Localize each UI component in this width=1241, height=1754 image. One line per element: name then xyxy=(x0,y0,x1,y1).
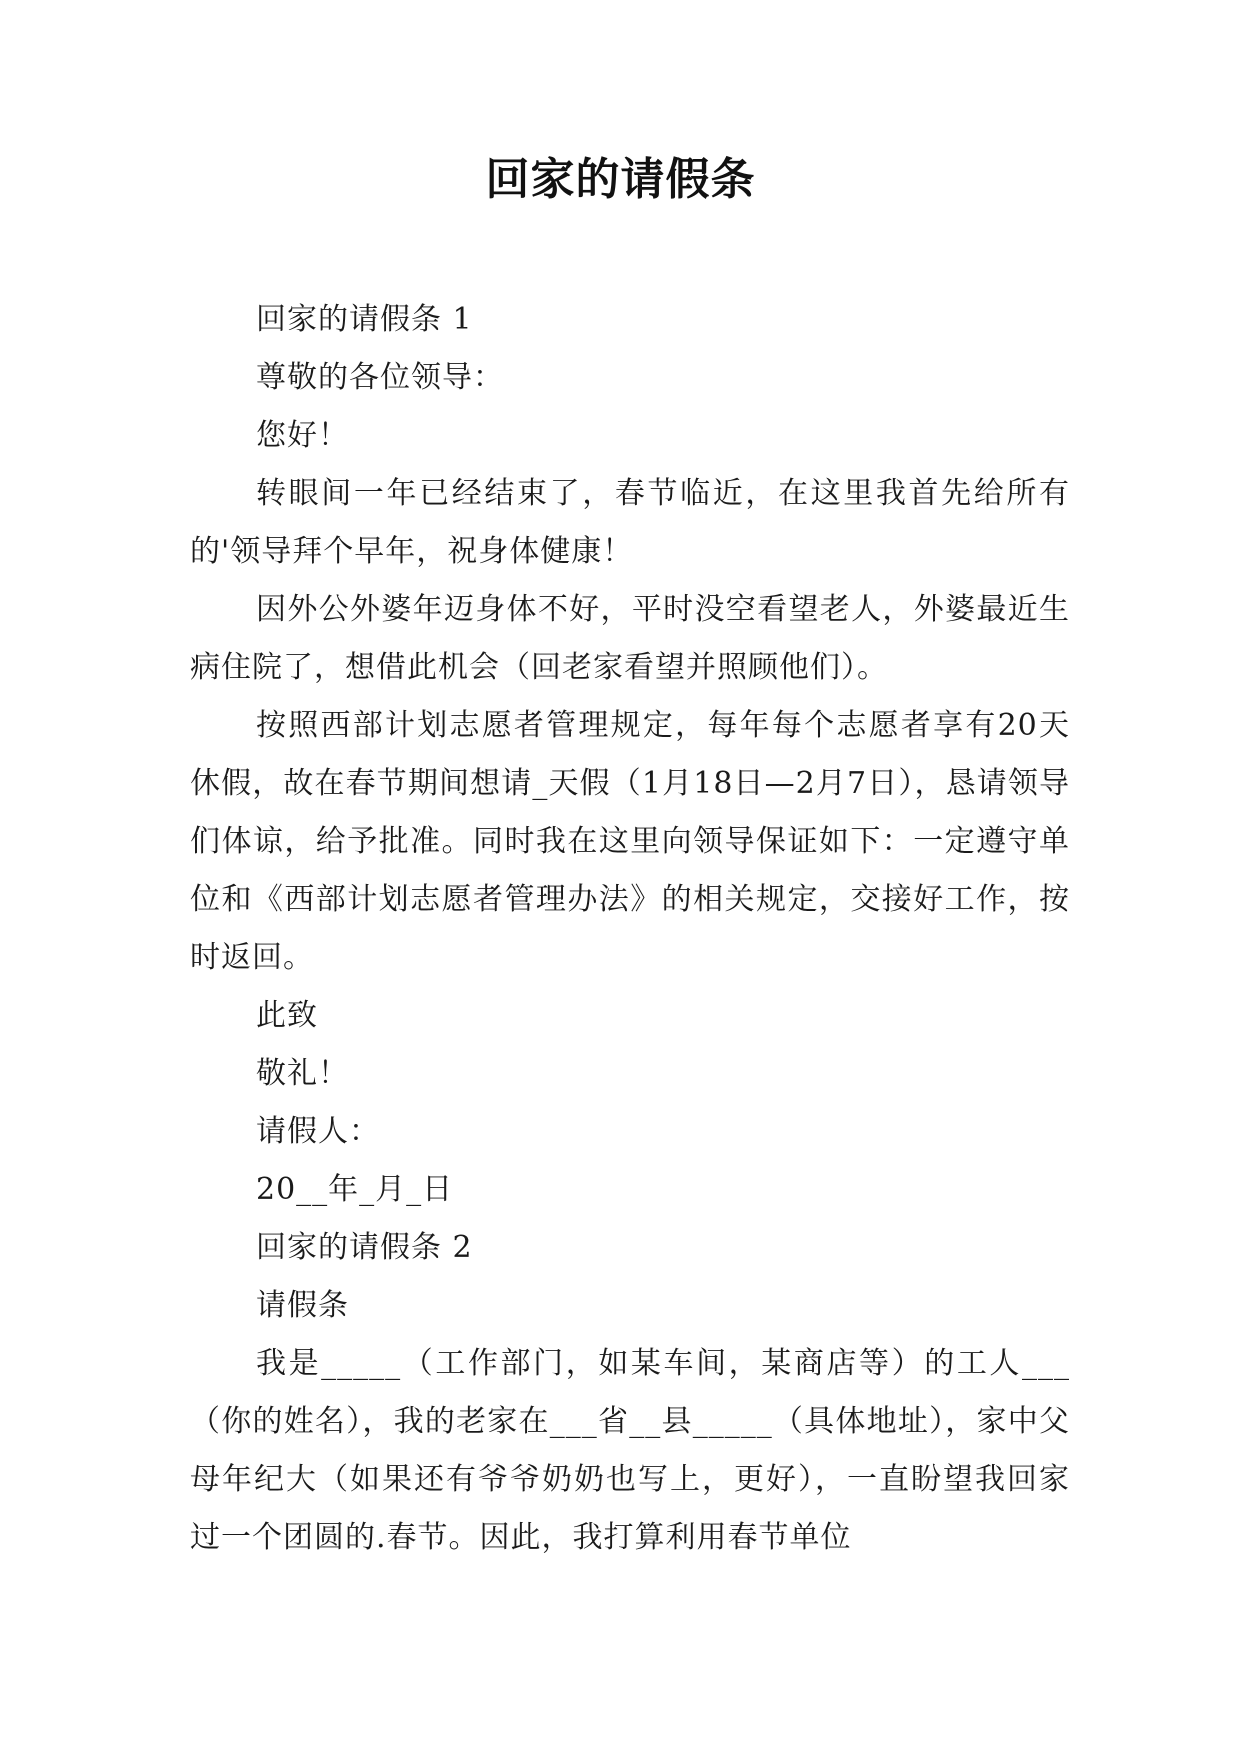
paragraph-reason: 因外公外婆年迈身体不好，平时没空看望老人，外婆最近生病住院了，想借此机会（回老家看望并照顾他们）。 xyxy=(190,592,1070,685)
leave-note-heading: 请假条 xyxy=(256,1288,349,1323)
paragraph-request: 按照西部计划志愿者管理规定，每年每个志愿者享有20天休假，故在春节期间想请_天假（1月18日—2月7日），恳请领导们体谅，给予批准。同时我在这里向领导保证如下：一定遵守单位和《西部计划志愿者管理办法》的相关规定，交接好工作，按时返回。 xyxy=(190,708,1070,975)
applicant-label: 请假人： xyxy=(256,1114,380,1149)
paragraph-new-year: 转眼间一年已经结束了，春节临近，在这里我首先给所有的'领导拜个早年，祝身体健康！ xyxy=(190,476,1070,569)
document-title: 回家的请假条 xyxy=(485,154,756,205)
date-line: 20__年_月_日 xyxy=(256,1172,454,1207)
closing-2: 敬礼！ xyxy=(256,1056,349,1091)
section-heading-2: 回家的请假条 2 xyxy=(256,1230,473,1265)
closing-1: 此致 xyxy=(256,998,318,1033)
section-heading-1: 回家的请假条 1 xyxy=(256,302,473,337)
salutation: 尊敬的各位领导： xyxy=(256,360,504,395)
paragraph-template: 我是_____（工作部门，如某车间，某商店等）的工人___（你的姓名），我的老家在___省__县_____（具体地址），家中父母年纪大（如果还有爷爷奶奶也写上，更好），一直盼望我回家过一个团圆的.春节。因此，我打算利用春节单位 xyxy=(190,1346,1070,1555)
document-body xyxy=(190,291,1070,1567)
greeting: 您好！ xyxy=(256,418,349,453)
